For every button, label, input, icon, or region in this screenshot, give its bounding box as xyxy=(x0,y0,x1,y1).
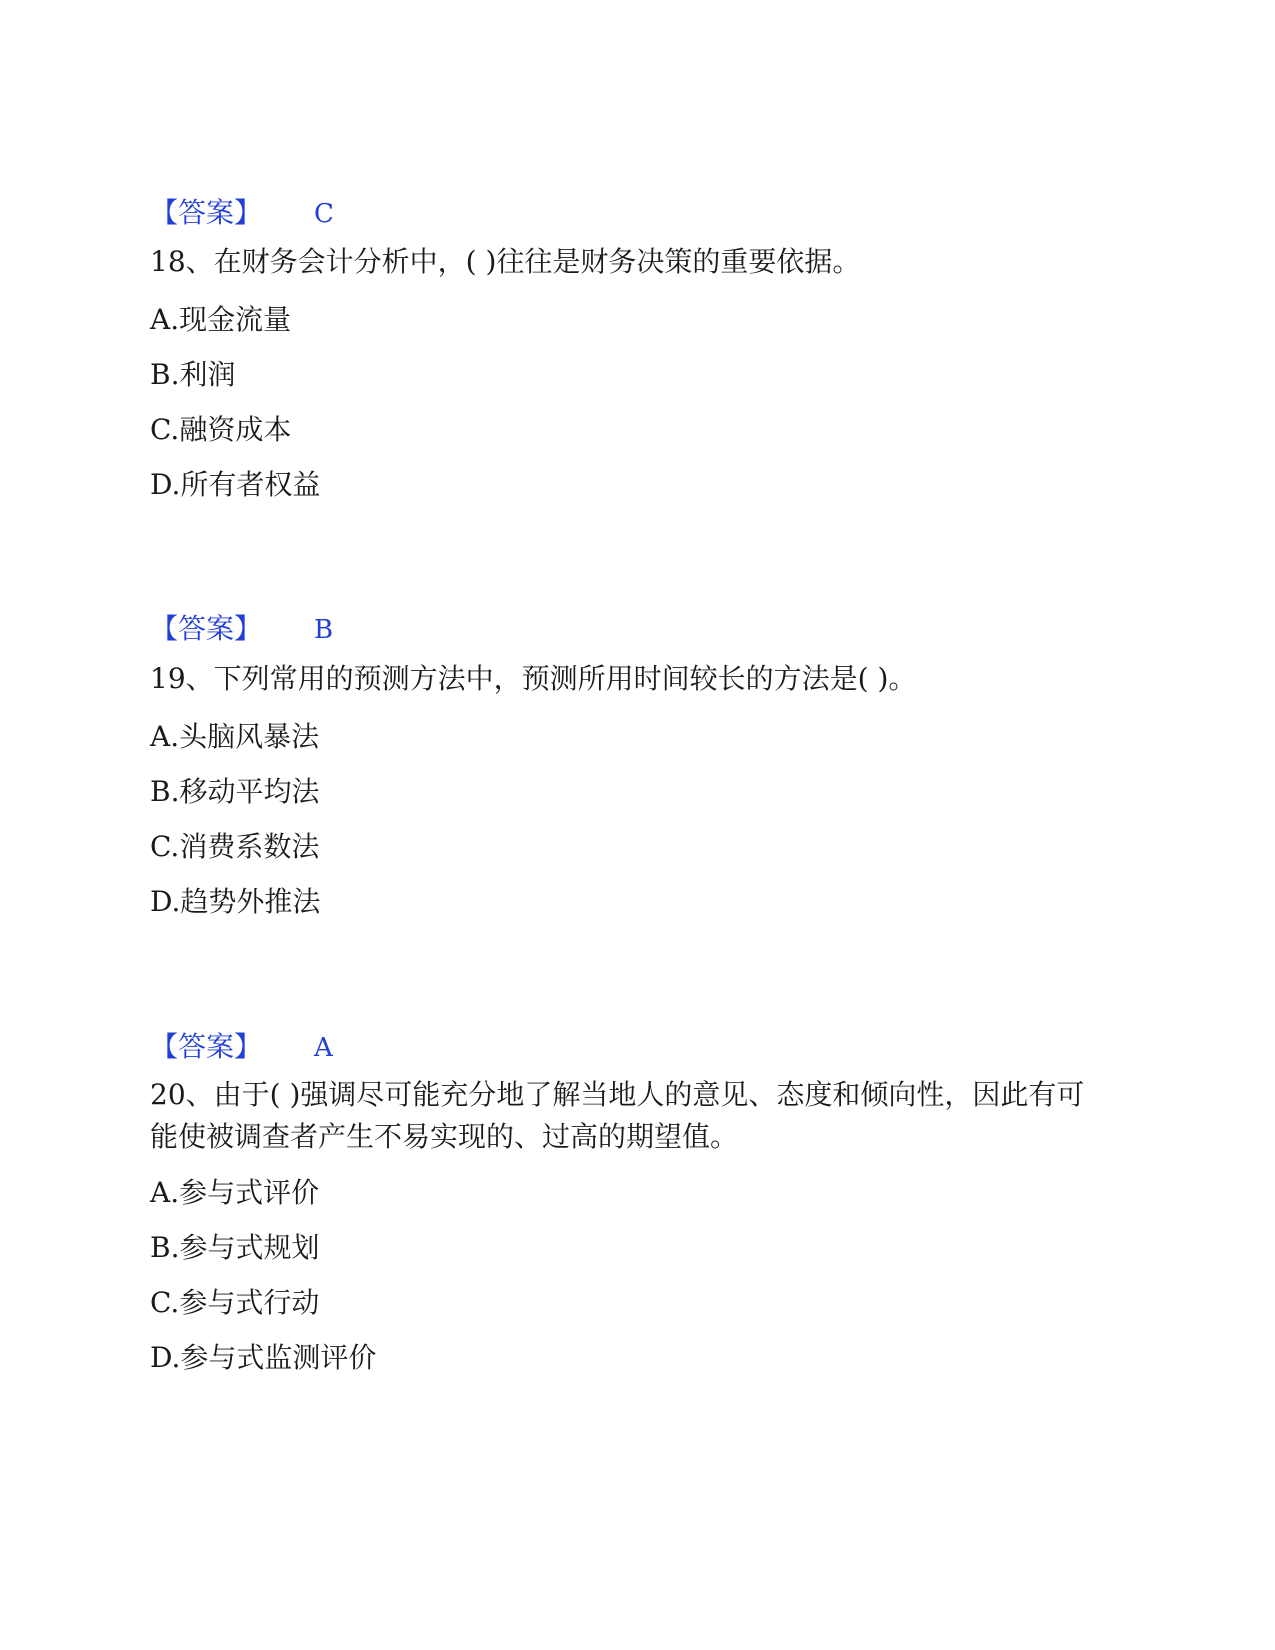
answer-value: C xyxy=(314,199,334,229)
answer-line-19 xyxy=(150,1030,333,1065)
question-20-text: 20、由于( )强调尽可能充分地了解当地人的意见、态度和倾向性，因此有可能使被调查者产生不易实现的、过高的期望值。 xyxy=(150,1078,1085,1153)
answer-value: A xyxy=(314,1033,333,1063)
answer-label: 【答案】 xyxy=(150,1030,263,1063)
question-19-option-b: B.移动平均法 xyxy=(150,775,320,808)
answer-label: 【答案】 xyxy=(150,612,263,645)
question-20-option-a: A.参与式评价 xyxy=(150,1176,320,1209)
question-18-option-a: A.现金流量 xyxy=(150,303,292,336)
answer-line-18 xyxy=(150,612,333,647)
question-19-option-c: C.消费系数法 xyxy=(150,830,320,863)
question-18-option-b: B.利润 xyxy=(150,358,236,391)
question-20-option-c: C.参与式行动 xyxy=(150,1286,320,1319)
answer-label: 【答案】 xyxy=(150,196,263,229)
answer-line-17 xyxy=(150,196,334,231)
question-18-option-d: D.所有者权益 xyxy=(150,468,321,501)
question-18-option-c: C.融资成本 xyxy=(150,413,292,446)
question-20-option-b: B.参与式规划 xyxy=(150,1231,320,1264)
question-18-text: 18、在财务会计分析中，( )往往是财务决策的重要依据。 xyxy=(150,245,861,278)
question-19-text: 19、下列常用的预测方法中，预测所用时间较长的方法是( )。 xyxy=(150,662,917,695)
question-20-option-d: D.参与式监测评价 xyxy=(150,1341,377,1374)
question-19-option-a: A.头脑风暴法 xyxy=(150,720,320,753)
answer-value: B xyxy=(314,615,334,645)
question-19-option-d: D.趋势外推法 xyxy=(150,885,321,918)
